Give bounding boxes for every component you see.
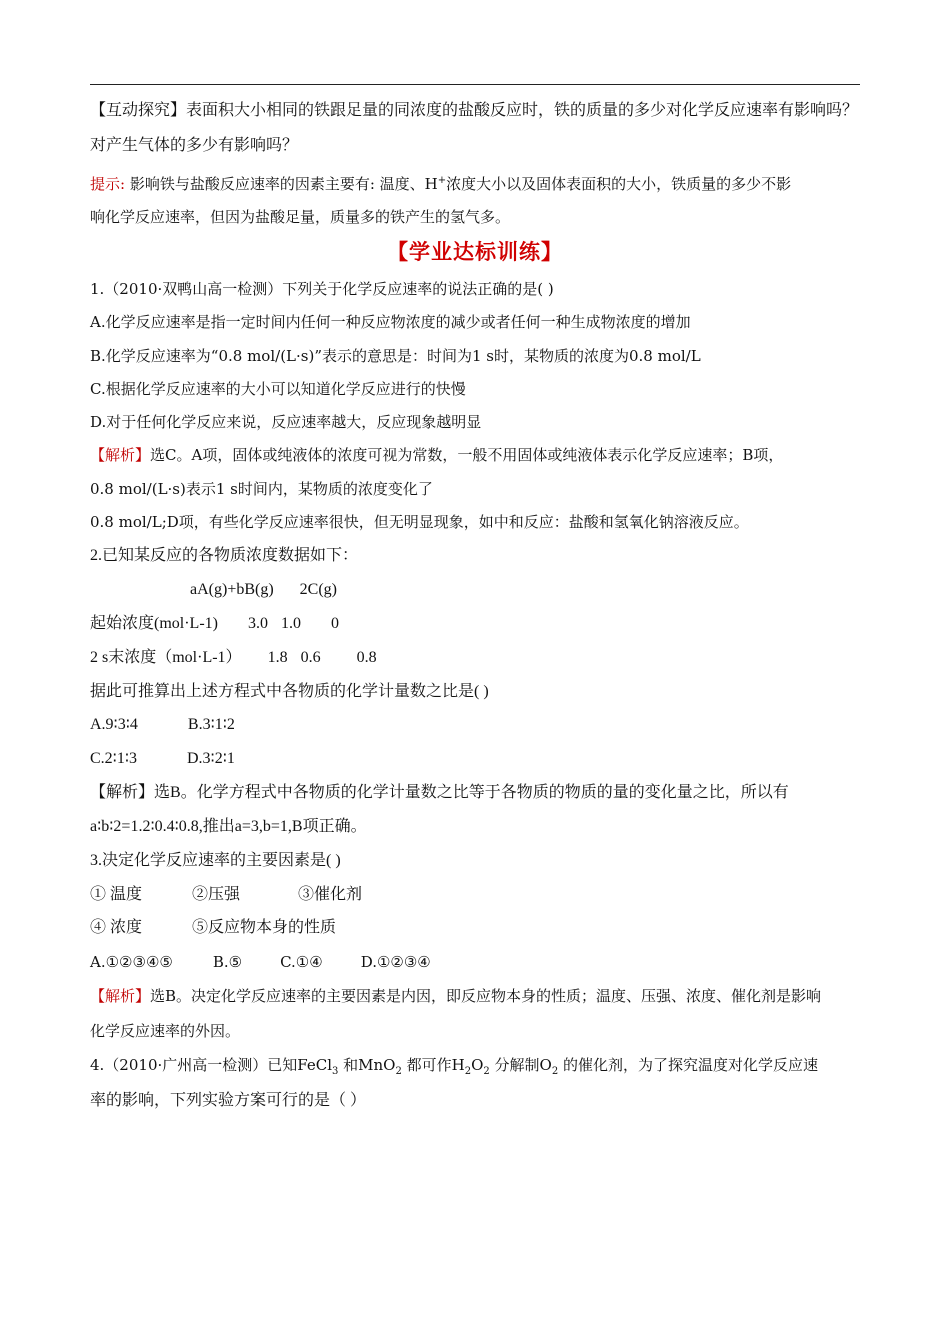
q4-sub-3: 3 <box>332 1066 339 1077</box>
q2-row2-a: 1.8 <box>267 649 288 666</box>
q1-option-a: A.化学反应速率是指一定时间内任何一种反应物浓度的减少或者任何一种生成物浓度的增加 <box>90 313 691 331</box>
top-rule <box>90 84 860 85</box>
q2-analysis-text: 选B。化学方程式中各物质的化学计量数之比等于各物质的物质的量的变化量之比，所以有 <box>154 784 789 801</box>
q4-sub-2a: 2 <box>395 1066 402 1077</box>
q2-equation-right: 2C(g) <box>299 581 337 598</box>
q2-row1-c: 0 <box>330 615 339 632</box>
q2-options-ab <box>90 715 235 735</box>
q4-stem-d: O <box>471 1056 484 1074</box>
q4-stem <box>90 1055 818 1075</box>
q3-option-c: C.①④ <box>280 953 323 971</box>
q1-analysis-label: 【解析】 <box>90 446 151 464</box>
q2-analysis-label: 【解析】 <box>90 784 155 801</box>
q2-ask: 据此可推算出上述方程式中各物质的化学计量数之比是( ) <box>90 683 489 700</box>
q1-stem: 1.（2010·双鸭山高一检测）下列关于化学反应速率的说法正确的是( ) <box>90 280 554 298</box>
q3-analysis-2: 化学反应速率的外因。 <box>90 1022 241 1040</box>
q3-analysis-text: 选B。决定化学反应速率的主要因素是内因，即反应物本身的性质；温度、压强、浓度、催化剂是影响 <box>150 987 822 1005</box>
q3-factor-5: ⑤反应物本身的性质 <box>192 919 337 936</box>
q4-sub-2d: 2 <box>551 1066 559 1077</box>
q2-equation-left: aA(g)+bB(g) <box>190 581 274 598</box>
q3-stem: 3.决定化学反应速率的主要因素是( ) <box>90 852 341 869</box>
q2-row1-label: 起始浓度(mol·L-1) <box>90 615 218 632</box>
q3-factor-4: ④ 浓度 <box>90 919 143 936</box>
q4-stem-c: 都可作H <box>401 1056 465 1074</box>
q2-stem: 2.已知某反应的各物质浓度数据如下： <box>90 547 359 564</box>
hint-text-b: 浓度大小以及固体表面积的大小，铁质量的多少不影 <box>446 175 792 193</box>
q1-option-b: B.化学反应速率为“0.8 mol/(L·s)”表示的意思是：时间为1 s时，某物质的浓度为0.8 mol/L <box>90 347 701 365</box>
q3-factors-1 <box>90 885 362 905</box>
q4-stem-a: 4.（2010·广州高一检测）已知FeCl <box>90 1056 332 1074</box>
hint-label: 提示: <box>90 175 126 193</box>
q2-analysis <box>90 783 789 803</box>
q3-factor-2: ②压强 <box>192 886 241 903</box>
q2-row1-b: 1.0 <box>280 615 301 632</box>
explore-text: 表面积大小相同的铁跟足量的同浓度的盐酸反应时，铁的质量的多少对化学反应速率有影响吗？ <box>186 102 859 119</box>
q3-factor-3: ③催化剂 <box>298 886 363 903</box>
q3-options <box>90 952 431 972</box>
q4-stem-e: 分解制O <box>489 1056 552 1074</box>
q3-option-d: D.①②③④ <box>360 953 431 971</box>
q1-analysis-2: 0.8 mol/(L·s)表示1 s时间内，某物质的浓度变化了 <box>90 480 433 498</box>
q2-equation <box>190 580 337 600</box>
explore-question-cont: 对产生气体的多少有影响吗？ <box>90 137 299 154</box>
q2-row2-b: 0.6 <box>300 649 321 666</box>
q4-sub-2c: 2 <box>483 1066 490 1077</box>
q2-option-d: D.3∶2∶1 <box>187 750 235 767</box>
q4-sub-2b: 2 <box>464 1066 472 1077</box>
q3-analysis-label: 【解析】 <box>90 987 151 1005</box>
q2-option-c: C.2∶1∶3 <box>90 750 137 767</box>
q4-stem-b: 和MnO <box>338 1056 396 1074</box>
q1-analysis-3: 0.8 mol/L;D项，有些化学反应速率很快，但无明显现象，如中和反应：盐酸和氢氧化钠溶液反应。 <box>90 513 749 531</box>
q3-analysis <box>90 986 821 1006</box>
q1-option-d: D.对于任何化学反应来说，反应速率越大，反应现象越明显 <box>90 413 482 431</box>
q2-row-initial <box>90 614 339 634</box>
q2-analysis-2: a∶b∶2=1.2∶0.4∶0.8,推出a=3,b=1,B项正确。 <box>90 818 367 835</box>
q1-analysis <box>90 445 783 465</box>
hint-sup: + <box>437 175 447 186</box>
q1-analysis-text: 选C。A项，固体或纯液体的浓度可视为常数，一般不用固体或纯液体表示化学反应速率；B项， <box>150 446 784 464</box>
q2-row2-label: 2 s末浓度（mol·L-1） <box>90 649 242 666</box>
q4-stem-2: 率的影响，下列实验方案可行的是（ ） <box>90 1092 367 1109</box>
q1-option-c: C.根据化学反应速率的大小可以知道化学反应进行的快慢 <box>90 380 466 398</box>
hint-line-2: 响化学反应速率，但因为盐酸足量，质量多的铁产生的氢气多。 <box>90 208 511 226</box>
q2-row-final <box>90 648 377 668</box>
section-title: 【学业达标训练】 <box>387 240 563 264</box>
q2-option-b: B.3∶1∶2 <box>187 716 235 733</box>
q2-option-a: A.9∶3∶4 <box>90 716 138 733</box>
hint-text-a: 影响铁与盐酸反应速率的因素主要有: 温度、H <box>125 175 438 193</box>
q3-factor-1: ① 温度 <box>90 886 143 903</box>
q2-row2-c: 0.8 <box>356 649 377 666</box>
q4-stem-f: 的催化剂，为了探究温度对化学反应速 <box>558 1056 818 1074</box>
explore-question <box>90 101 858 121</box>
q3-option-a: A.①②③④⑤ <box>90 953 173 971</box>
q2-options-cd <box>90 749 235 769</box>
q3-factors-2 <box>90 918 336 938</box>
q2-row1-a: 3.0 <box>247 615 268 632</box>
hint-line <box>90 174 791 194</box>
q3-option-b: B.⑤ <box>212 953 243 971</box>
explore-label: 【互动探究】 <box>90 102 187 119</box>
